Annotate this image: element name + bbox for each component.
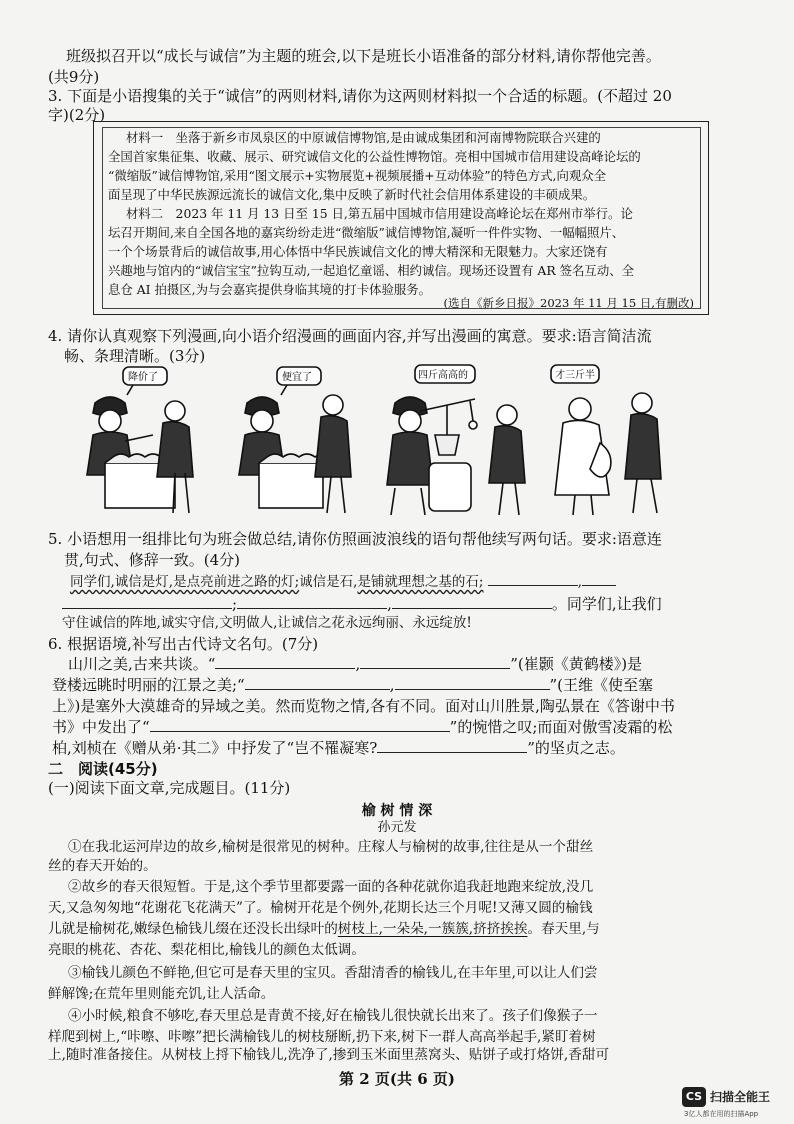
q5-blank-1[interactable] (488, 571, 578, 586)
q5-blank-3[interactable] (62, 594, 232, 609)
q6-line-1: 6. 根据语境,补写出古代诗文名句。(7分) (48, 635, 319, 653)
q5-line-5: 守住诚信的阵地,诚实守信,文明做人,让诚信之花永远绚丽、永远绽放! (62, 615, 472, 631)
q6-l6-b: ”的坚贞之志。 (527, 739, 625, 757)
material-line-4: 面呈现了中华民族源远流长的诚信文化,集中反映了新时代社会信用体系建设的丰硕成果。 (108, 187, 596, 202)
q4-line-2: 畅、条理清晰。(3分) (64, 347, 206, 365)
q6-blank-3[interactable] (245, 675, 390, 690)
q6-l2-a: 山川之美,古来共谈。“ (68, 655, 216, 673)
q6-line-2: 山川之美,古来共谈。“ , ”(崔颢《黄鹤楼》)是 (68, 655, 643, 673)
comic-bubble-1: 降价了 (128, 372, 158, 383)
material-line-9: 息仓 AI 拍摄区,为与会嘉宾提供身临其境的打卡体验服务。 (108, 282, 432, 297)
q4-line-1: 4. 请你认真观察下列漫画,向小语介绍漫画的画面内容,并写出漫画的寓意。要求:语言简洁流 (48, 327, 652, 345)
q5-wavy-2: 是铺就理想之基的石; (357, 574, 484, 590)
material-line-3: “微缩版”诚信博物馆,采用“图文展示+实物展览+视频展播+互动体验”的特色方式,向观众全 (108, 168, 607, 183)
material-line-1: 材料一 坐落于新乡市凤泉区的中原诚信博物馆,是由诚成集团和河南博物院联合兴建的 (126, 130, 601, 145)
comic-panel-4 (551, 365, 661, 515)
article-p2d: 亮眼的桃花、杏花、梨花相比,榆钱儿的颜色太低调。 (48, 942, 365, 958)
intro-line-2: (共9分) (48, 68, 100, 86)
article-p2c-a: 儿就是榆树花,嫩绿色榆钱儿缀在还没长出绿叶的 (48, 921, 338, 937)
comic-bubble-4: 才三斤半 (555, 370, 595, 381)
q6-line-4 (52, 695, 750, 717)
q5-line-3: 同学们,诚信是灯,是点亮前进之路的灯;诚信是石,是铺就理想之基的石; , (70, 571, 750, 592)
q5-wavy-1: 同学们,诚信是灯,是点亮前进之路的灯; (70, 574, 300, 590)
materials-box (93, 121, 709, 315)
q6-l3-a: 登楼远眺时明丽的江景之美;“ (52, 676, 245, 694)
article-p3: ③榆钱儿颜色不鲜艳,但它可是春天里的宝贝。香甜清香的榆钱儿,在丰年里,可以让人们尝 (68, 965, 598, 981)
comic-bubble-2: 便宜了 (282, 372, 312, 383)
q5-plain-1: 诚信是石, (299, 574, 358, 590)
q5-line-4-end: 。同学们,让我们 (551, 595, 662, 613)
q5-blank-5[interactable] (392, 594, 552, 609)
material-line-6: 坛召开期间,来自全国各地的嘉宾纷纷走进“微缩版”诚信博物馆,凝听一件件实物、一幅幅照片、 (108, 225, 625, 240)
section-subheading: (一)阅读下面文章,完成题目。(11分) (48, 779, 291, 797)
comic-strip (75, 363, 715, 523)
q5-blank-4[interactable] (237, 594, 387, 609)
q6-blank-2[interactable] (360, 654, 510, 669)
q6-blank-4[interactable] (395, 675, 550, 690)
q6-l4-a: 上》)是塞外大漠雄奇的异域之美。然而览物之情,各有不同。面对山川胜景,陶弘景在 (52, 697, 600, 715)
q6-l6-a: 柏,刘桢在《赠从弟·其二》中抒发了“岂不罹凝寒? (52, 739, 378, 757)
q6-blank-1[interactable] (215, 654, 355, 669)
comic-panel-3 (387, 365, 525, 515)
material-line-2: 全国首家集征集、收藏、展示、研究诚信文化的公益性博物馆。亮相中国城市信用建设高峰论坛的 (108, 149, 641, 164)
article-p1b: 丝的春天开始的。 (48, 858, 157, 874)
q6-line-5 (52, 716, 750, 738)
article-p4: ④小时候,粮食不够吃,春天里总是青黄不接,好在榆钱儿很快就长出来了。孩子们像猴子一 (68, 1008, 598, 1024)
material-line-5: 材料二 2023 年 11 月 13 日至 15 日,第五届中国城市信用建设高峰论坛在郑州市举行。论 (126, 206, 633, 221)
article-p3b: 鲜解馋;在荒年里则能充饥,让人活命。 (48, 986, 275, 1002)
cs-logo-icon: CS (682, 1087, 706, 1107)
article-author: 孙元发 (377, 820, 417, 835)
article-p2: ②故乡的春天很短暂。于是,这个季节里都要露一面的各种花就你追我赶地跑来绽放,没几 (68, 879, 594, 895)
page-footer: 第 2 页(共 6 页) (339, 1070, 455, 1088)
q6-l3-b: ”(王维《使至塞 (549, 676, 654, 694)
watermark-name: 扫描全能王 (710, 1090, 771, 1104)
material-line-7: 一个个场景背后的诚信故事,用心体悟中华民族诚信文化的博大精深和无限魅力。大家还饶有 (108, 244, 608, 259)
q6-l2-b: ”(崔颢《黄鹤楼》)是 (510, 655, 643, 673)
scanner-watermark (682, 1087, 786, 1119)
article-title: 榆 树 情 深 (361, 803, 433, 819)
comic-bubble-3: 四斤高高的 (418, 370, 468, 381)
q5-line-2: 贯,句式、修辞一致。(4分) (64, 551, 241, 569)
q6-blank-6[interactable] (377, 738, 527, 753)
q5-blank-2[interactable] (582, 571, 616, 586)
article-p1: ①在我北运河岸边的故乡,榆树是很常见的树种。庄稼人与榆树的故事,往往是从一个甜丝 (68, 839, 594, 855)
q6-l4-b: 《答谢中书 (599, 697, 675, 715)
q3-line-2: 字)(2分) (48, 106, 106, 124)
q6-l5-b: ”的惋惜之叹;而面对傲雪凌霜的松 (449, 718, 673, 736)
material-line-8: 兴趣地与馆内的“诚信宝宝”拉钩互动,一起追忆童谣、相约诚信。现场还设置有 AR 签名互动、全 (108, 263, 634, 278)
article-p4c: 上,随时准备接住。从树枝上捋下榆钱儿,洗净了,掺到玉米面里蒸窝头、贴饼子或打烙饼,香甜可 (48, 1047, 610, 1063)
q6-line-6 (52, 737, 750, 759)
q6-line-3: 登楼远眺时明丽的江景之美;“ , ”(王维《使至塞 (52, 676, 654, 694)
q6-l5-a: 书》中发出了“ (52, 718, 150, 736)
article-p2c (48, 920, 750, 939)
article-p2b: 天,又急匆匆地“花谢花飞花满天”了。榆树开花是个例外,花期长达三个月呢!又薄又圆的榆钱 (48, 900, 593, 916)
intro-line-1: 班级拟召开以“成长与诚信”为主题的班会,以下是班长小语准备的部分材料,请你帮他完善。 (66, 47, 661, 65)
watermark-tagline: 3亿人都在用的扫描App (684, 1110, 759, 1118)
article-p4b: 样爬到树上,“咔嚓、咔嚓”把长满榆钱儿的树枝掰断,扔下来,树下一群人高高举起手,紧盯着树 (48, 1029, 596, 1045)
article-p2c-c: 。春天里,与 (527, 921, 600, 937)
article-p2c-underlined: 树枝上,一朵朵,一簇簇,挤挤挨挨 (337, 921, 528, 937)
comic-panel-2 (239, 367, 351, 513)
q5-line-1: 5. 小语想用一组排比句为班会做总结,请你仿照画波浪线的语句帮他续写两句话。要求:语意连 (48, 530, 662, 548)
section-heading: 二 阅读(45分) (48, 760, 158, 778)
q5-line-4: ; , 。同学们,让我们 (62, 593, 750, 615)
q6-blank-5[interactable] (150, 717, 450, 732)
q3-line-1: 3. 下面是小语搜集的关于“诚信”的两则材料,请你为这两则材料拟一个合适的标题。(不超过 20 (48, 87, 672, 105)
material-source: (选自《新乡日报》2023 年 11 月 15 日,有删改) (443, 296, 694, 310)
comic-panel-1 (87, 367, 193, 513)
